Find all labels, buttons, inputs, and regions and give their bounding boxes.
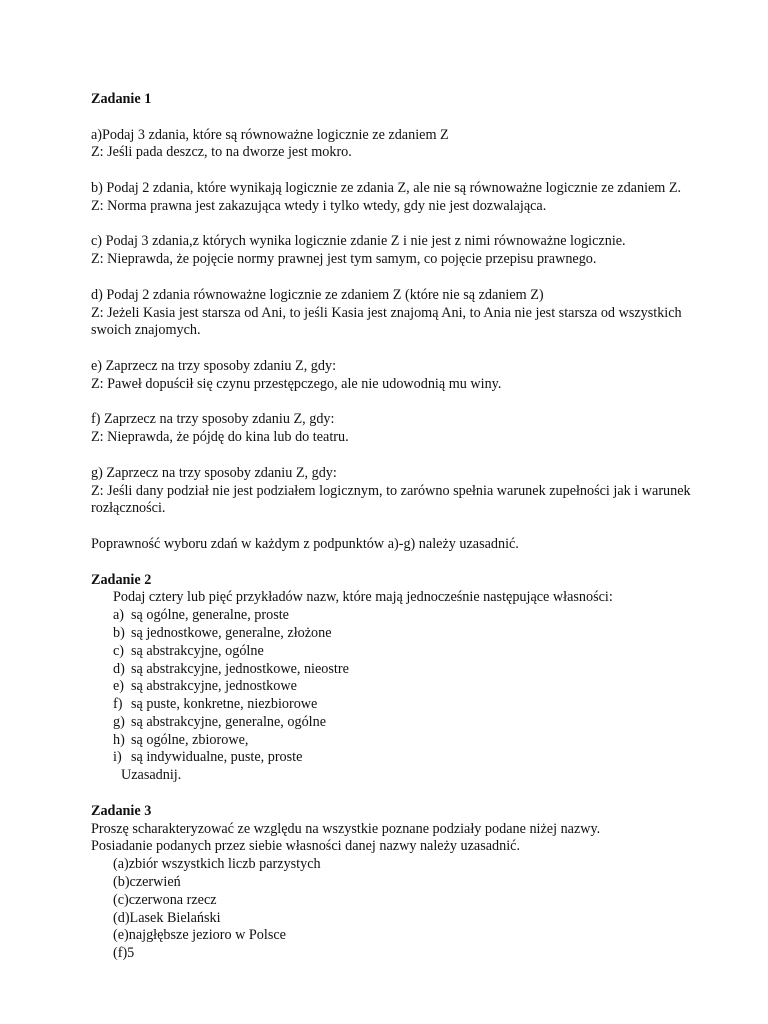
spacer — [91, 394, 691, 412]
list-item: (a)zbiór wszystkich liczb parzystych — [113, 856, 321, 873]
list-item — [91, 643, 691, 661]
list-item: (d)Lasek Bielański — [113, 909, 221, 926]
list-item: (f)5 — [113, 945, 135, 962]
list-marker: h) — [113, 731, 125, 748]
list-item — [91, 732, 691, 750]
list-marker: e) — [113, 678, 125, 695]
task-1-part-a — [91, 127, 691, 163]
list-marker: g) — [113, 713, 125, 730]
task-1-a-question: a)Podaj 3 zdania, które są równoważne logicznie ze zdaniem Z — [91, 126, 449, 143]
spacer — [91, 269, 691, 287]
list-marker: i) — [113, 749, 122, 766]
task-1-d-sentence: Z: Jeżeli Kasia jest starsza od Ani, to jeśli Kasia jest znajomą Ani, to Ania nie jest starsza od wszystkich swoich znajomych. — [91, 304, 682, 339]
spacer — [91, 554, 691, 572]
list-item-text: są abstrakcyjne, generalne, ogólne — [131, 713, 326, 730]
task-1-b-question: b) Podaj 2 zdania, które wynikają logicznie ze zdania Z, ale nie są równoważne logicznie ze zdaniem Z. — [91, 179, 682, 196]
task-1-f-sentence: Z: Nieprawda, że pójdę do kina lub do teatru. — [91, 429, 349, 446]
task-3-intro-line-2: Posiadanie podanych przez siebie własności danej nazwy należy uzasadnić. — [91, 838, 521, 855]
list-item-text: są abstrakcyjne, ogólne — [131, 642, 264, 659]
list-item-text: są ogólne, zbiorowe, — [131, 731, 249, 748]
spacer — [91, 518, 691, 536]
task-1-b-sentence: Z: Norma prawna jest zakazująca wtedy i tylko wtedy, gdy nie jest dozwalająca. — [91, 197, 547, 214]
task-1-e-sentence: Z: Paweł dopuścił się czynu przestępczego, ale nie udowodnią mu winy. — [91, 375, 502, 392]
task-1-f-question: f) Zaprzecz na trzy sposoby zdaniu Z, gdy: — [91, 411, 335, 428]
list-item: (b)czerwień — [113, 874, 181, 891]
spacer — [91, 447, 691, 465]
list-item-text: są puste, konkretne, niezbiorowe — [131, 696, 318, 713]
task-1-c-question: c) Podaj 3 zdania,z których wynika logicznie zdanie Z i nie jest z nimi równoważne logicznie. — [91, 233, 626, 250]
task-1-e-question: e) Zaprzecz na trzy sposoby zdaniu Z, gdy: — [91, 357, 337, 374]
task-3-intro-line-1: Proszę scharakteryzować ze względu na wszystkie poznane podziały podane niżej nazwy. — [91, 820, 601, 837]
list-marker: f) — [113, 696, 123, 713]
list-item — [91, 696, 691, 714]
document-page — [91, 91, 691, 963]
list-marker: c) — [113, 642, 125, 659]
list-item — [91, 714, 691, 732]
list-item-text: są jednostkowe, generalne, złożone — [131, 624, 332, 641]
task-1-d-question: d) Podaj 2 zdania równoważne logicznie ze zdaniem Z (które nie są zdaniem Z) — [91, 286, 544, 303]
task-3-list — [91, 856, 691, 963]
list-item — [91, 749, 691, 767]
task-1-c-sentence: Z: Nieprawda, że pojęcie normy prawnej jest tym samym, co pojęcie przepisu prawnego. — [91, 251, 597, 268]
list-marker: d) — [113, 660, 125, 677]
task-2-list — [91, 607, 691, 767]
task-2 — [91, 572, 691, 786]
list-item-text: są ogólne, generalne, proste — [131, 607, 289, 624]
list-item-text: są abstrakcyjne, jednostkowe — [131, 678, 297, 695]
list-item-text: są indywidualne, puste, proste — [131, 749, 303, 766]
list-marker: b) — [113, 624, 125, 641]
spacer — [91, 162, 691, 180]
task-1-a-sentence: Z: Jeśli pada deszcz, to na dworze jest mokro. — [91, 144, 352, 161]
list-marker: a) — [113, 607, 125, 624]
task-1-footer: Poprawność wyboru zdań w każdym z podpunktów a)-g) należy uzasadnić. — [91, 535, 519, 552]
task-2-title: Zadanie 2 — [91, 571, 152, 588]
task-2-intro: Podaj cztery lub pięć przykładów nazw, które mają jednocześnie następujące własności: — [113, 589, 613, 606]
task-1-g-sentence: Z: Jeśli dany podział nie jest podziałem logicznym, to zarówno spełnia warunek zupełności jak i warunek rozłączności. — [91, 482, 691, 517]
list-item — [91, 661, 691, 679]
list-item — [91, 607, 691, 625]
list-item: (c)czerwona rzecz — [113, 891, 217, 908]
task-1-title: Zadanie 1 — [91, 91, 152, 107]
task-1-part-c — [91, 233, 691, 269]
list-item: (e)najgłębsze jezioro w Polsce — [113, 927, 286, 944]
spacer — [91, 785, 691, 803]
list-item — [91, 625, 691, 643]
task-1 — [91, 91, 691, 554]
task-1-part-d — [91, 287, 691, 340]
task-1-g-question: g) Zaprzecz na trzy sposoby zdaniu Z, gdy: — [91, 464, 337, 481]
spacer — [91, 109, 691, 127]
list-item — [91, 678, 691, 696]
task-3 — [91, 803, 691, 963]
task-2-closing: Uzasadnij. — [121, 767, 182, 784]
spacer — [91, 340, 691, 358]
task-1-part-g — [91, 465, 691, 518]
list-item-text: są abstrakcyjne, jednostkowe, nieostre — [131, 660, 349, 677]
spacer — [91, 216, 691, 234]
task-1-part-e — [91, 358, 691, 394]
task-3-title: Zadanie 3 — [91, 802, 152, 819]
task-1-part-f — [91, 411, 691, 447]
task-1-part-b — [91, 180, 691, 216]
